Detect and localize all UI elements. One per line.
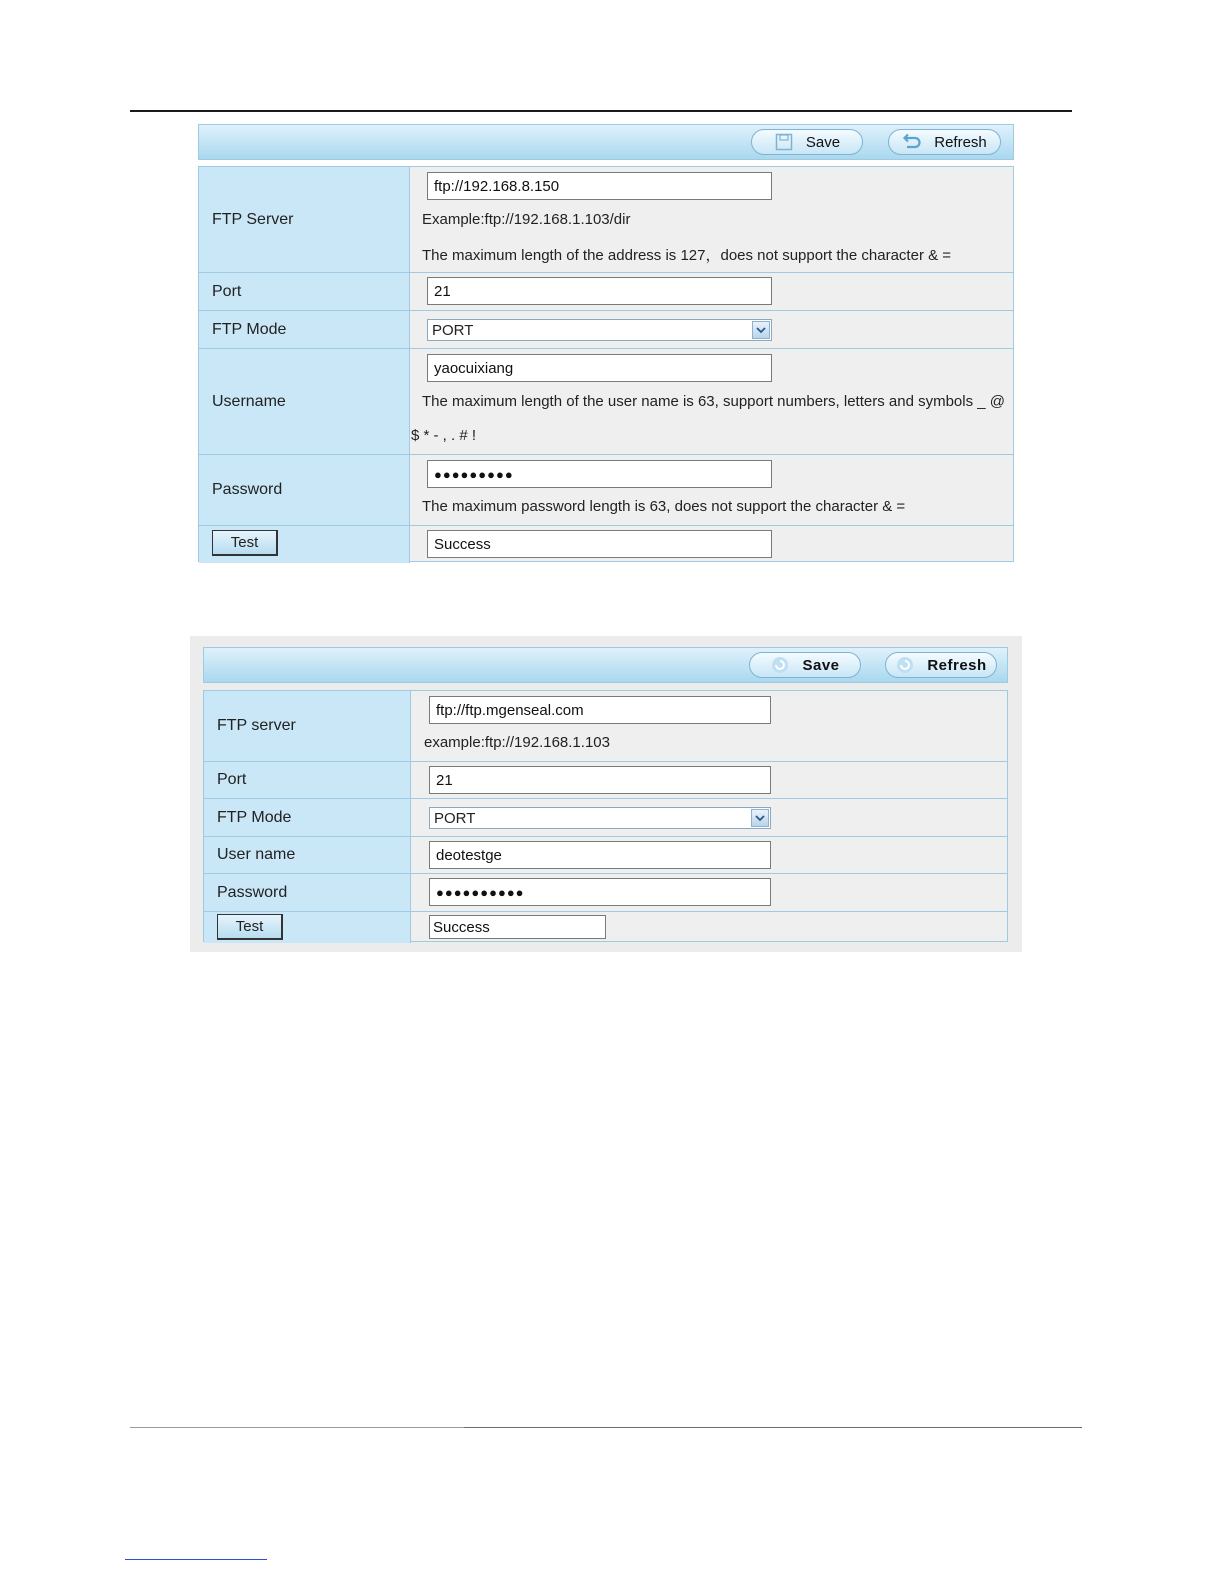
test-row (199, 526, 1013, 563)
ftp-settings-panel-1 (198, 124, 1014, 562)
test-row (204, 912, 1007, 943)
ftp-mode-label: FTP Mode (199, 311, 410, 348)
ftp-mode-label: FTP Mode (204, 799, 411, 836)
ftp-mode-select[interactable] (429, 807, 771, 829)
chevron-down-icon[interactable] (752, 321, 770, 339)
refresh-circle-icon (770, 655, 790, 675)
password-row (204, 874, 1007, 912)
chevron-down-icon[interactable] (751, 809, 769, 827)
floppy-disk-icon (774, 132, 794, 152)
ftp-settings-panel-2 (190, 636, 1022, 952)
port-row (199, 273, 1013, 311)
username-input[interactable]: deotestge (429, 841, 771, 869)
username-label: Username (199, 349, 410, 454)
username-row (199, 349, 1013, 455)
port-input[interactable]: 21 (429, 766, 771, 794)
page-header-rule (130, 110, 1072, 112)
ftp-mode-value: PORT (432, 321, 474, 339)
ftp-server-input[interactable]: ftp://ftp.mgenseal.com (429, 696, 771, 724)
password-input[interactable]: ●●●●●●●●●● (429, 878, 771, 906)
ftp-mode-row (204, 799, 1007, 837)
ftp-mode-row (199, 311, 1013, 349)
port-label: Port (199, 273, 410, 310)
ftp-server-row (204, 691, 1007, 762)
toolbar (198, 124, 1014, 160)
toolbar (203, 647, 1008, 683)
ftp-server-example: example:ftp://192.168.1.103 (424, 734, 610, 751)
test-button[interactable]: Test (212, 530, 278, 556)
ftp-server-input[interactable]: ftp://192.168.8.150 (427, 172, 772, 200)
username-label: User name (204, 837, 411, 873)
password-label: Password (204, 874, 411, 911)
refresh-label: Refresh (927, 656, 987, 674)
ftp-mode-select[interactable] (427, 319, 772, 341)
ftp-server-row (199, 167, 1013, 273)
ftp-server-label: FTP server (204, 691, 411, 761)
ftp-server-label: FTP Server (199, 167, 410, 272)
port-row (204, 762, 1007, 799)
refresh-circle-icon (895, 655, 915, 675)
undo-arrow-icon (902, 132, 922, 152)
ftp-server-note: The maximum length of the address is 127，does not support the character & = (422, 247, 952, 264)
refresh-label: Refresh (934, 133, 987, 151)
refresh-button[interactable] (885, 652, 997, 678)
password-note: The maximum password length is 63, does not support the character & = (422, 498, 906, 515)
username-note-symbols: $ * - , . # ! (411, 427, 477, 444)
settings-table (203, 690, 1008, 942)
refresh-button[interactable] (888, 129, 1001, 155)
save-label: Save (805, 133, 841, 151)
footer-link-underline (125, 1559, 267, 1560)
password-input[interactable]: ●●●●●●●●● (427, 460, 772, 488)
port-input[interactable]: 21 (427, 277, 772, 305)
username-input[interactable]: yaocuixiang (427, 354, 772, 382)
ftp-server-example: Example:ftp://192.168.1.103/dir (422, 211, 631, 228)
port-label: Port (204, 762, 411, 798)
password-label: Password (199, 455, 410, 525)
username-note: The maximum length of the user name is 63, support numbers, letters and symbols _ @ (422, 393, 1005, 410)
page-footer-rule (130, 1427, 1082, 1428)
test-result-field: Success (429, 915, 606, 939)
test-result-field: Success (427, 530, 772, 558)
password-row (199, 455, 1013, 526)
settings-table (198, 166, 1014, 562)
username-row (204, 837, 1007, 874)
test-button[interactable]: Test (217, 914, 283, 940)
ftp-mode-value: PORT (434, 809, 476, 827)
save-button[interactable] (749, 652, 861, 678)
save-label: Save (802, 656, 840, 674)
save-button[interactable] (751, 129, 863, 155)
